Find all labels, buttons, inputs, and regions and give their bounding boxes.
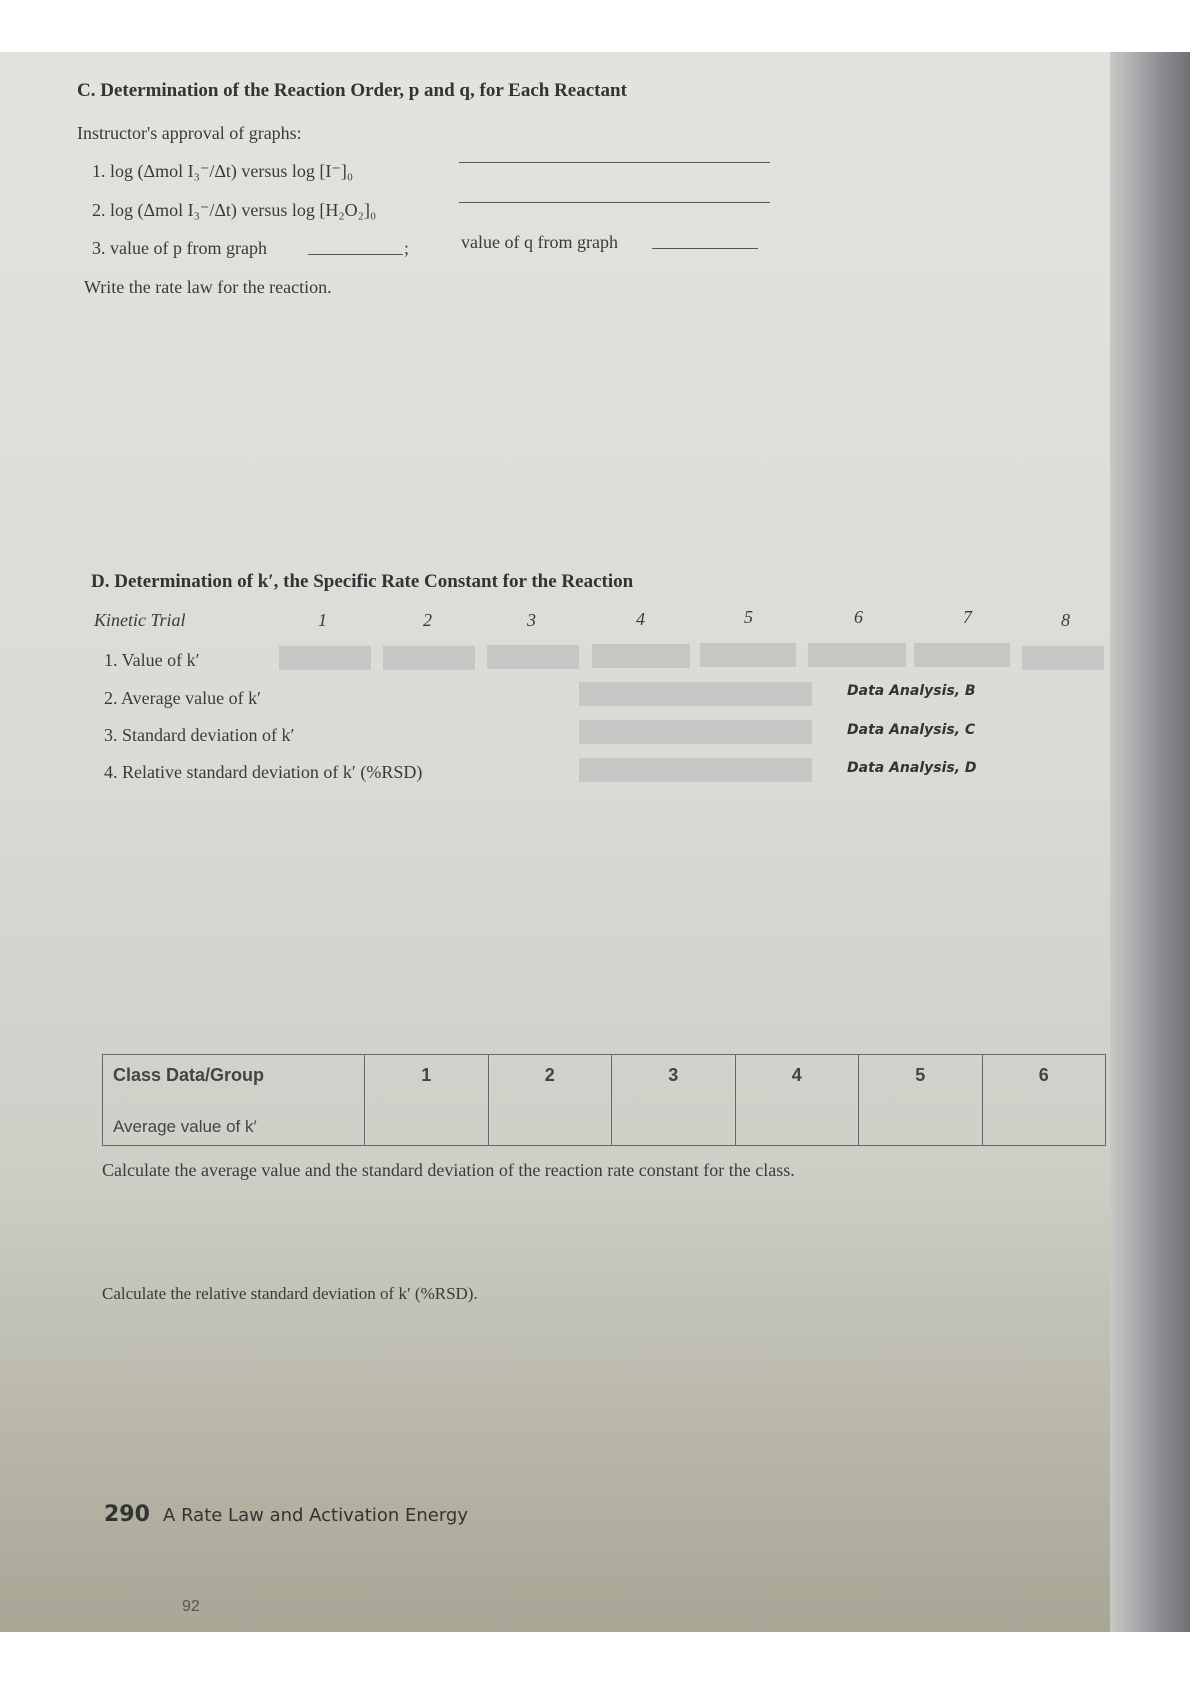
k-value-field[interactable] <box>592 644 690 668</box>
std-dev-field[interactable] <box>579 720 812 744</box>
rsd-label: 4. Relative standard deviation of k′ (%RSD) <box>104 762 423 782</box>
sheet-number: 92 <box>182 1598 200 1615</box>
group-number: 6 <box>1038 1065 1049 1085</box>
average-k-label: 2. Average value of k′ <box>104 688 262 708</box>
k-value-field[interactable] <box>279 646 371 670</box>
separator: ; <box>404 238 410 258</box>
class-data-table <box>102 1054 1106 1146</box>
page-footer <box>104 1502 468 1527</box>
trial-number: 8 <box>1061 610 1070 630</box>
rsd-field[interactable] <box>579 758 812 782</box>
trial-number: 6 <box>854 607 863 627</box>
group-number: 4 <box>791 1065 802 1085</box>
data-analysis-d-ref: Data Analysis, D <box>847 760 977 776</box>
k-value-field[interactable] <box>914 643 1010 667</box>
rsd-calc-prompt: Calculate the relative standard deviation of k′ (%RSD). <box>102 1284 478 1303</box>
k-value-field[interactable] <box>808 643 906 667</box>
kinetic-trial-label: Kinetic Trial <box>94 610 186 630</box>
graph-item-1: 1. log (Δmol I₃⁻/Δt) versus log [I⁻]₀ <box>92 161 354 181</box>
q-label: value of q from graph <box>461 232 618 252</box>
book-edge <box>1110 52 1190 1632</box>
std-dev-label: 3. Standard deviation of k′ <box>104 725 295 745</box>
class-data-header: Class Data/Group <box>113 1065 265 1085</box>
approval-2-blank[interactable] <box>459 202 770 203</box>
class-calc-prompt: Calculate the average value and the standard deviation of the reaction rate constant for the class. <box>102 1160 795 1180</box>
section-c-heading: C. Determination of the Reaction Order, p and q, for Each Reactant <box>77 80 627 101</box>
group-cell[interactable] <box>735 1055 859 1146</box>
k-value-field[interactable] <box>487 645 579 669</box>
trial-number: 3 <box>527 610 536 630</box>
value-k-label: 1. Value of k′ <box>104 650 200 670</box>
p-value-blank[interactable] <box>308 254 403 255</box>
q-value-blank[interactable] <box>652 248 758 249</box>
average-k-field[interactable] <box>579 682 812 706</box>
k-value-field[interactable] <box>700 643 796 667</box>
group-number: 3 <box>668 1065 679 1085</box>
page-number: 290 <box>104 1502 150 1527</box>
p-label: 3. value of p from graph <box>92 238 267 258</box>
group-cell[interactable] <box>488 1055 612 1146</box>
data-analysis-c-ref: Data Analysis, C <box>847 722 976 738</box>
group-number: 2 <box>544 1065 555 1085</box>
approval-1-blank[interactable] <box>459 162 770 163</box>
trial-number: 5 <box>744 607 753 627</box>
trial-number: 4 <box>636 609 645 629</box>
group-cell[interactable] <box>365 1055 489 1146</box>
group-number: 1 <box>421 1065 432 1085</box>
section-d-heading: D. Determination of k′, the Specific Rate Constant for the Reaction <box>91 571 634 592</box>
data-analysis-b-ref: Data Analysis, B <box>847 683 976 699</box>
class-data-header-cell <box>103 1055 365 1146</box>
graph-item-2: 2. log (Δmol I₃⁻/Δt) versus log [H₂O₂]₀ <box>92 200 377 220</box>
group-cell[interactable] <box>612 1055 736 1146</box>
rate-law-prompt: Write the rate law for the reaction. <box>84 277 332 297</box>
average-k-row-label: Average value of k′ <box>113 1117 257 1136</box>
k-value-field[interactable] <box>383 646 475 670</box>
group-number: 5 <box>915 1065 926 1085</box>
chapter-title: A Rate Law and Activation Energy <box>163 1505 469 1526</box>
table-row <box>103 1055 1106 1146</box>
trial-number: 1 <box>318 610 327 630</box>
group-cell[interactable] <box>859 1055 983 1146</box>
trial-number: 2 <box>423 610 432 630</box>
trial-number: 7 <box>963 607 972 627</box>
k-value-field[interactable] <box>1022 646 1104 670</box>
approval-label: Instructor's approval of graphs: <box>77 123 302 143</box>
group-cell[interactable] <box>982 1055 1106 1146</box>
